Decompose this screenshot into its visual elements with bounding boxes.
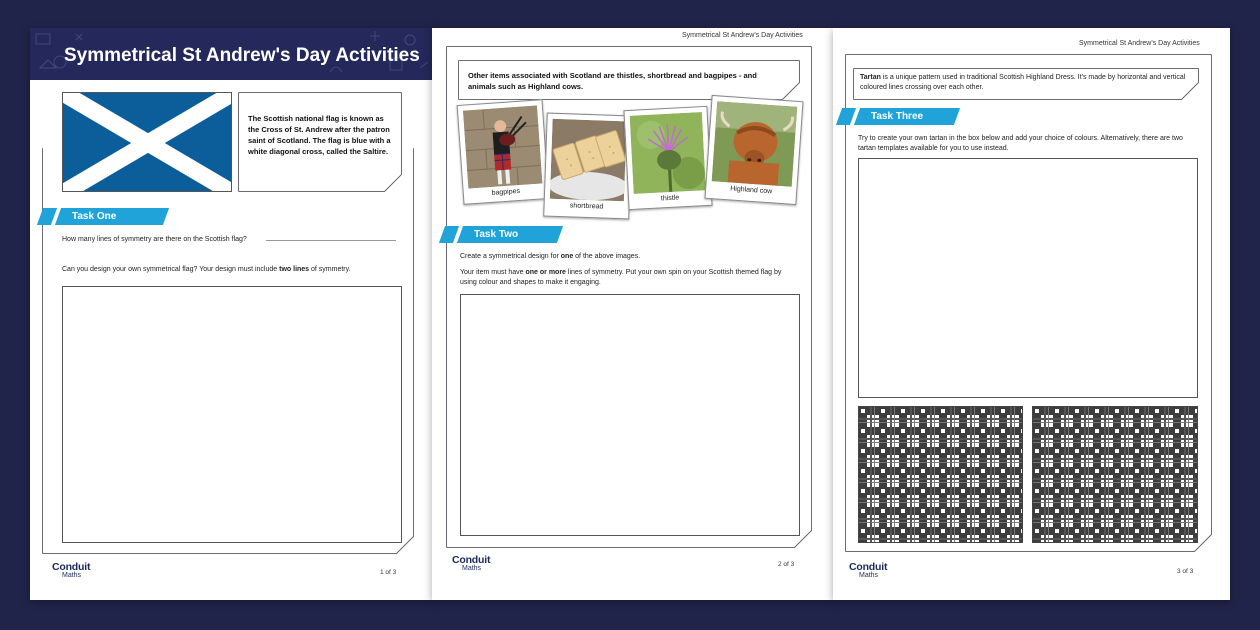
task-three-label: Task Three xyxy=(871,111,924,122)
design-prompt: Can you design your own symmetrical flag? Your design must include two lines of symmetry. xyxy=(62,266,351,273)
page-title: Symmetrical St Andrew's Day Activities xyxy=(64,45,420,66)
tartan-pattern-1 xyxy=(859,407,1023,543)
highland-cow-image xyxy=(712,101,797,186)
intro-text: Other items associated with Scotland are thistles, shortbread and bagpipes - and animals such as Highland cows. xyxy=(468,71,757,91)
flag-description: The Scottish national flag is known as the Cross of St. Andrew after the patron saint of Scotland. The flag is blue with a white diagonal cross, called the Saltire. xyxy=(248,114,391,156)
task-two-instruction-2: Your item must have one or more lines of symmetry. Put your own spin on your Scottish themed flag by using colour and shapes to make it engaging. xyxy=(460,269,782,286)
symmetrical-design-box[interactable] xyxy=(460,294,800,536)
running-head: Symmetrical St Andrew's Day Activities xyxy=(682,32,803,39)
tartan-template-2[interactable] xyxy=(1032,406,1198,543)
tartan-pattern-2 xyxy=(1033,407,1198,543)
title-banner xyxy=(30,28,434,80)
answer-line[interactable] xyxy=(266,240,396,241)
photo-caption-thistle: thistle xyxy=(660,194,680,203)
flag-design-box[interactable] xyxy=(62,286,402,543)
task-two-label: Task Two xyxy=(474,229,519,240)
conduit-maths-logo: Conduit Maths xyxy=(452,554,491,572)
symmetry-question: How many lines of symmetry are there on the Scottish flag? xyxy=(62,236,247,243)
photo-highland-cow xyxy=(704,95,803,205)
page-number: 2 of 3 xyxy=(778,561,795,568)
photo-caption-highland-cow: Highland cow xyxy=(729,185,773,196)
worksheet-page-1 xyxy=(30,28,434,600)
thistle-image xyxy=(630,112,706,194)
shortbread-image xyxy=(550,119,627,202)
photo-caption-shortbread: shortbread xyxy=(569,202,604,211)
running-head: Symmetrical St Andrew's Day Activities xyxy=(1079,40,1200,47)
conduit-maths-logo: Conduit Maths xyxy=(849,561,888,579)
worksheet-page-2 xyxy=(432,28,834,600)
page-number: 1 of 3 xyxy=(380,569,397,576)
photo-thistle xyxy=(623,106,712,210)
task-one-label: Task One xyxy=(72,211,117,222)
task-two-instruction-1: Create a symmetrical design for one of the above images. xyxy=(460,253,641,260)
tartan-design-box[interactable] xyxy=(858,158,1198,398)
photo-caption-bagpipes: bagpipes xyxy=(491,187,521,197)
conduit-maths-logo: Conduit Maths xyxy=(52,561,91,579)
photo-shortbread xyxy=(543,113,633,220)
photo-bagpipes xyxy=(457,99,550,205)
worksheet-page-3 xyxy=(833,28,1230,600)
tartan-template-1[interactable] xyxy=(858,406,1023,543)
bagpipes-image xyxy=(463,106,542,189)
tartan-intro: Tartan is a unique pattern used in traditional Scottish Highland Dress. It's made by horizontal and vertical coloured lines crossing over each other. xyxy=(860,74,1186,91)
page-number: 3 of 3 xyxy=(1177,568,1194,575)
task-three-instruction: Try to create your own tartan in the box below and add your choice of colours. Alternatively, there are two tartan templates available for you to use instead. xyxy=(858,135,1183,152)
